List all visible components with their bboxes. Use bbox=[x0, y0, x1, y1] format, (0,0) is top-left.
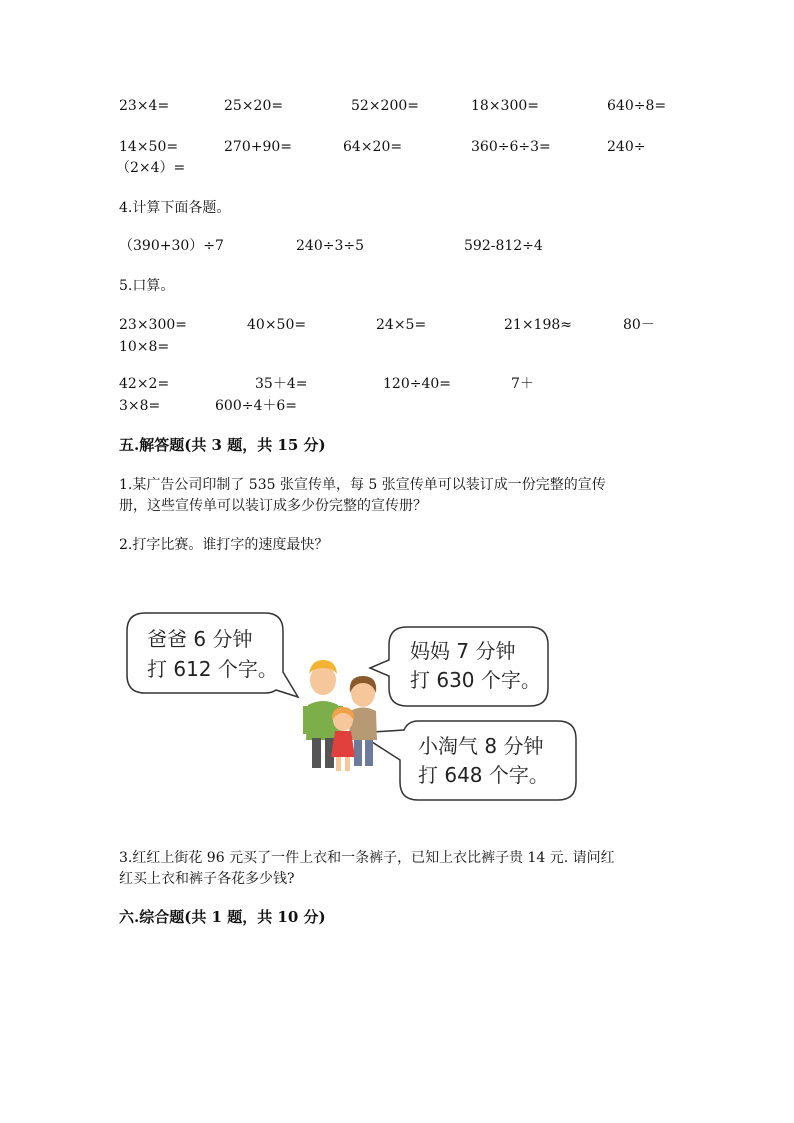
calc-item: 240÷ bbox=[607, 139, 646, 155]
q5-item: 35＋4= bbox=[255, 376, 308, 392]
problem-3-line: 3.红红上街花 96 元买了一件上衣和一条裤子，已知上衣比裤子贵 14 元. 请问红 bbox=[119, 850, 615, 866]
calc-item: 14×50= bbox=[119, 139, 179, 155]
q5-item: 21×198≈ bbox=[504, 317, 572, 333]
mom-bubble-line: 妈妈 7 分钟 bbox=[410, 639, 516, 663]
kid-bubble-line: 打 648 个字。 bbox=[418, 763, 549, 787]
q4-item: 592-812÷4 bbox=[464, 238, 543, 254]
section-5-heading: 五.解答题(共 3 题，共 15 分) bbox=[119, 436, 326, 454]
q5-item: 24×5= bbox=[376, 317, 427, 333]
problem-1-line: 1.某广告公司印制了 535 张宣传单，每 5 张宣传单可以装订成一份完整的宣传 bbox=[119, 477, 606, 493]
section-6-heading: 六.综合题(共 1 题，共 10 分) bbox=[119, 908, 326, 926]
calc-item: 64×20= bbox=[343, 139, 403, 155]
calc-item: （2×4）= bbox=[116, 160, 186, 176]
q5-item: 7＋ bbox=[511, 376, 534, 392]
q5-item: 80－ bbox=[623, 317, 655, 333]
kid-figure bbox=[331, 707, 355, 771]
q5-item: 42×2= bbox=[119, 376, 170, 392]
problem-2-text: 2.打字比赛。谁打字的速度最快？ bbox=[119, 537, 329, 553]
q5-item: 120÷40= bbox=[383, 376, 451, 392]
kid-bubble-line: 小淘气 8 分钟 bbox=[418, 734, 544, 758]
dad-bubble-line: 爸爸 6 分钟 bbox=[147, 627, 253, 651]
q4-item: （390+30）÷7 bbox=[119, 238, 224, 254]
q5-item: 40×50= bbox=[247, 317, 307, 333]
mom-bubble-line: 打 630 个字。 bbox=[410, 668, 541, 692]
calc-item: 18×300= bbox=[471, 98, 539, 114]
problem-1-line: 册，这些宣传单可以装订成多少份完整的宣传册？ bbox=[119, 498, 427, 514]
q4-item: 240÷3÷5 bbox=[296, 238, 364, 254]
dad-bubble-line: 打 612 个字。 bbox=[147, 657, 278, 681]
calc-item: 52×200= bbox=[351, 98, 419, 114]
q5-item: 10×8= bbox=[119, 339, 170, 355]
question-5-heading: 5.口算。 bbox=[119, 278, 175, 294]
calc-item: 640÷8= bbox=[607, 98, 667, 114]
calc-item: 23×4= bbox=[119, 98, 170, 114]
q5-item: 600÷4＋6= bbox=[215, 398, 297, 414]
calc-item: 25×20= bbox=[224, 98, 284, 114]
calc-item: 270+90= bbox=[224, 139, 292, 155]
calc-item: 360÷6÷3= bbox=[471, 139, 551, 155]
problem-3-line: 红买上衣和裤子各花多少钱? bbox=[119, 871, 295, 887]
q5-item: 23×300= bbox=[119, 317, 187, 333]
q5-item: 3×8= bbox=[119, 398, 161, 414]
question-4-heading: 4.计算下面各题。 bbox=[119, 200, 231, 216]
